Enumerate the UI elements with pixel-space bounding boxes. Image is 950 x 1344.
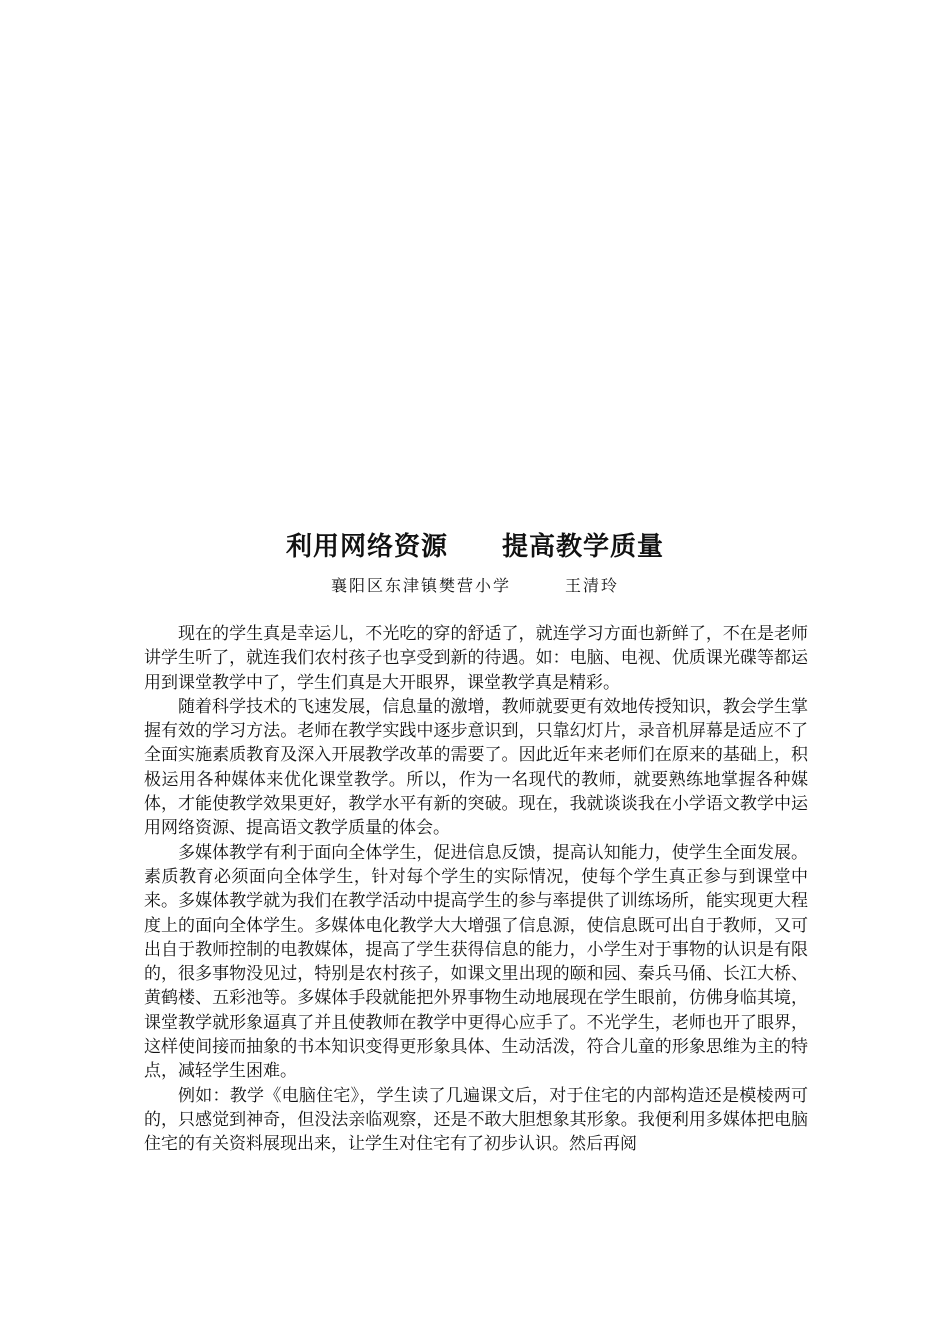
paragraph: 随着科学技术的飞速发展，信息量的激增，教师就要更有效地传授知识，教会学生掌握有效的学习方法。老师在教学实践中逐步意识到，只靠幻灯片，录音机屏幕是适应不了全面实施素质教育及深入开展教学改革的需要了。因此近年来老师们在原来的基础上，积极运用各种媒体来优化课堂教学。所以，作为一名现代的教师，就要熟练地掌握各种媒体，才能使教学效果更好，教学水平有新的突破。现在，我就谈谈我在小学语文教学中运用网络资源、提高语文教学质量的体会。 — [144, 696, 808, 839]
document-body — [144, 622, 808, 1157]
document-title: 利用网络资源 提高教学质量 — [285, 532, 664, 562]
paragraph: 例如：教学《电脑住宅》，学生读了几遍课文后，对于住宅的内部构造还是模棱两可的，只感觉到神奇，但没法亲临观察，还是不敢大胆想象其形象。我便利用多媒体把电脑住宅的有关资料展现出来，让学生对住宅有了初步认识。然后再阅 — [144, 1085, 808, 1155]
author-byline: 襄阳区东津镇樊营小学 王清玲 — [330, 576, 619, 595]
paragraph: 多媒体教学有利于面向全体学生，促进信息反馈，提高认知能力，使学生全面发展。素质教育必须面向全体学生，针对每个学生的实际情况，使每个学生真正参与到课堂中来。多媒体教学就为我们在教学活动中提高学生的参与率提供了训练场所，能实现更大程度上的面向全体学生。多媒体电化教学大大增强了信息源，使信息既可出自于教师，又可出自于教师控制的电教媒体，提高了学生获得信息的能力，小学生对于事物的认识是有限的，很多事物没见过，特别是农村孩子，如课文里出现的颐和园、秦兵马俑、长江大桥、黄鹤楼、五彩池等。多媒体手段就能把外界事物生动地展现在学生眼前，仿佛身临其境，课堂教学就形象逼真了并且使教师在教学中更得心应手了。不光学生，老师也开了眼界，这样使间接而抽象的书本知识变得更形象具体、生动活泼，符合儿童的形象思维为主的特点，减轻学生困难。 — [144, 842, 808, 1082]
paragraph: 现在的学生真是幸运儿，不光吃的穿的舒适了，就连学习方面也新鲜了，不在是老师讲学生听了，就连我们农村孩子也享受到新的待遇。如：电脑、电视、优质课光碟等都运用到课堂教学中了，学生们真是大开眼界，课堂教学真是精彩。 — [144, 624, 808, 693]
